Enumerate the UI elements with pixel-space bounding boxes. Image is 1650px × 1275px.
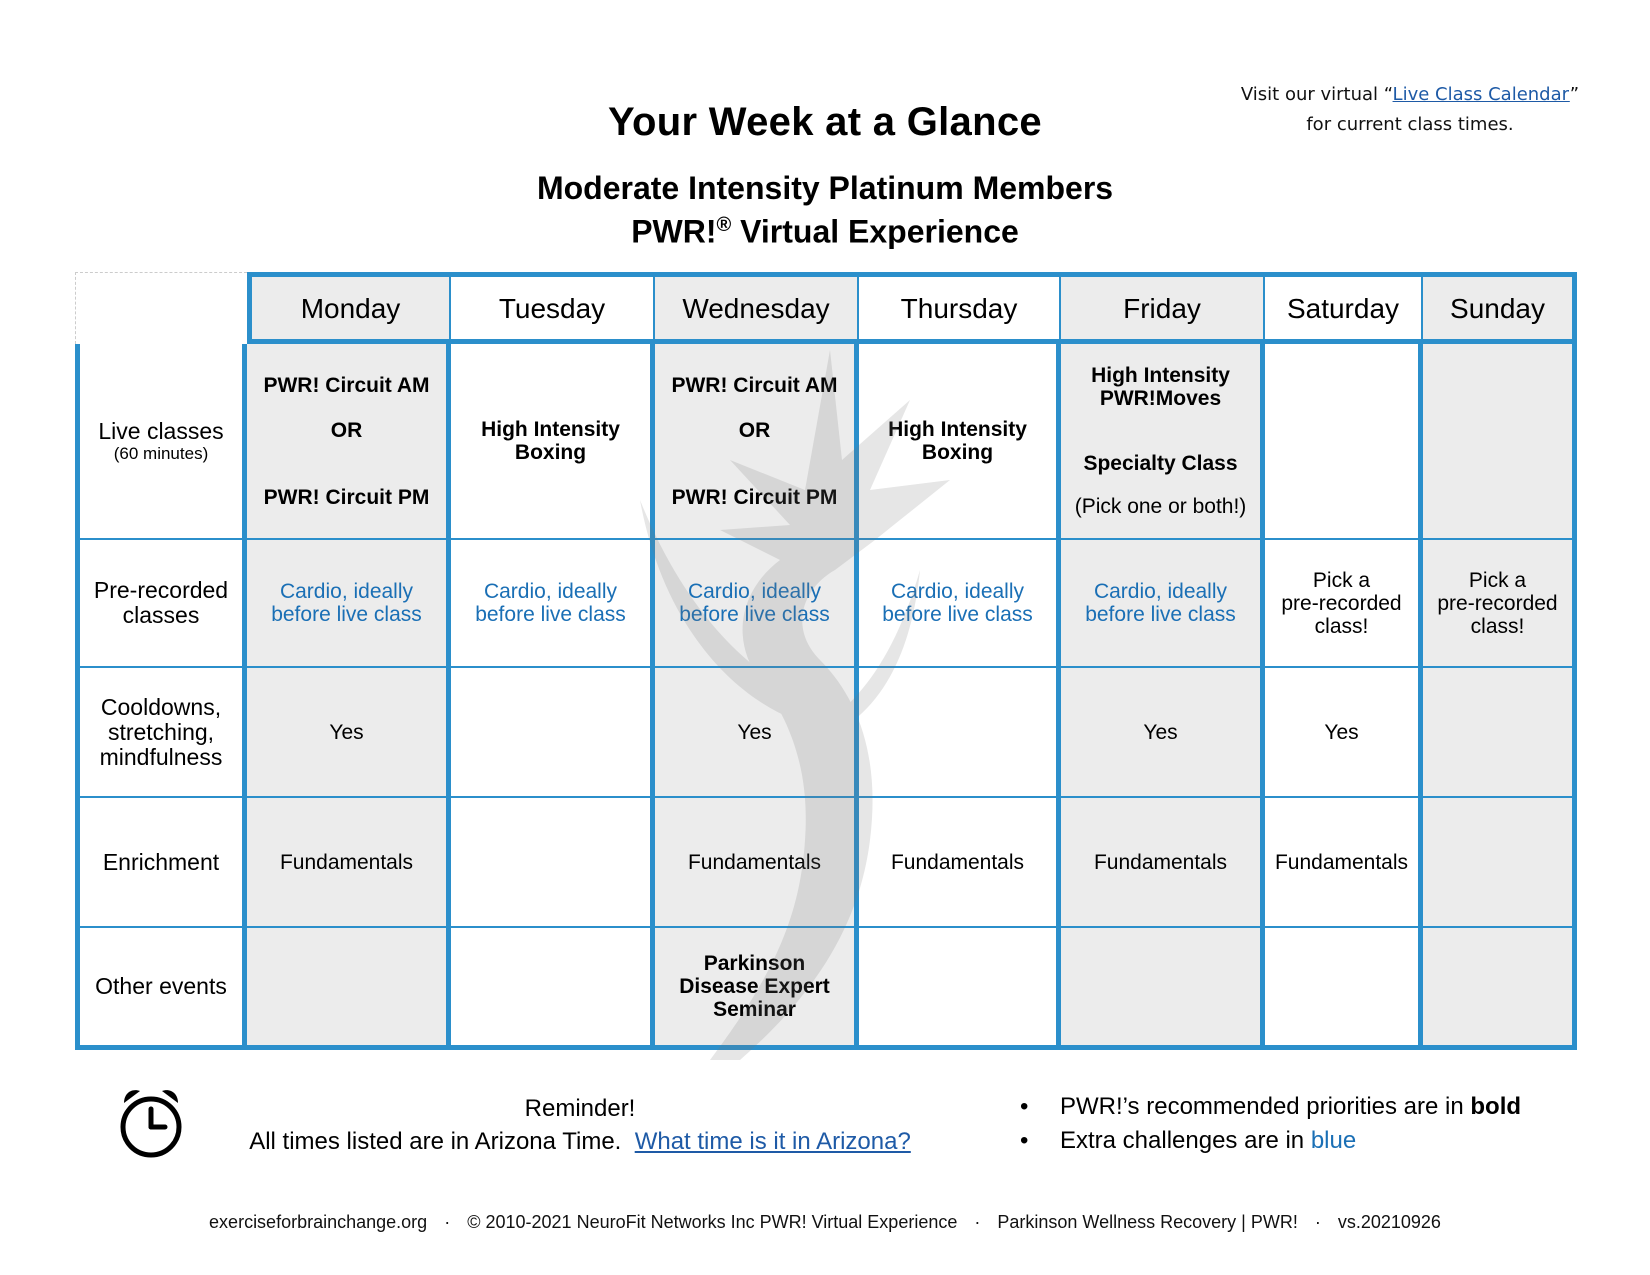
- prerec-text: before live class: [271, 603, 422, 626]
- prerec-pick-text: pre-recorded: [1437, 591, 1558, 615]
- live-mon-2: OR: [330, 418, 363, 442]
- page-footer: [0, 1212, 1650, 1233]
- prerec-pick-text: Pick a: [1468, 568, 1527, 592]
- cell-prerec-monday: [247, 540, 451, 668]
- header-wednesday: Wednesday: [655, 272, 859, 344]
- prerec-label-1: Pre-recorded: [93, 577, 229, 603]
- cell-enrich-friday: Fundamentals: [1061, 798, 1265, 928]
- prerec-text: before live class: [882, 603, 1033, 626]
- other-wed-2: Disease Expert: [679, 975, 830, 998]
- live-fri-1: High Intensity: [1091, 364, 1230, 387]
- cell-cool-thursday: [859, 668, 1061, 798]
- weekly-schedule-table: [75, 272, 1577, 1050]
- cool-label-2: stretching,: [107, 718, 215, 745]
- cell-other-friday: [1061, 928, 1265, 1050]
- footer-separator: ·: [444, 1212, 451, 1232]
- footer-separator: ·: [1314, 1212, 1321, 1232]
- cell-enrich-saturday: Fundamentals: [1265, 798, 1423, 928]
- registered-mark: ®: [716, 214, 732, 236]
- cell-prerec-thursday: [859, 540, 1061, 668]
- subtitle-virtual-experience: Virtual Experience: [731, 213, 1019, 250]
- prerec-text: Cardio, ideally: [687, 580, 822, 603]
- cell-other-tuesday: [451, 928, 655, 1050]
- legend-item-bold: [1020, 1090, 1521, 1124]
- other-wed-3: Seminar: [713, 998, 796, 1021]
- prerec-text: Cardio, ideally: [279, 580, 414, 603]
- cell-other-saturday: [1265, 928, 1423, 1050]
- header-saturday: Saturday: [1265, 272, 1423, 344]
- footer-separator: ·: [974, 1212, 981, 1232]
- prerec-pick-text: Pick a: [1312, 568, 1371, 592]
- live-wed-1: PWR! Circuit AM: [671, 373, 838, 397]
- cell-prerec-friday: [1061, 540, 1265, 668]
- cell-other-wednesday: [655, 928, 859, 1050]
- visit-note: [1200, 80, 1620, 140]
- page-title: Your Week at a Glance: [608, 100, 1042, 144]
- cell-other-monday: [247, 928, 451, 1050]
- legend-list: [1020, 1090, 1521, 1158]
- live-sublabel: (60 minutes): [113, 443, 209, 463]
- cell-live-tuesday: [451, 344, 655, 540]
- live-mon-1: PWR! Circuit AM: [263, 373, 430, 397]
- footer-version: vs.20210926: [1337, 1212, 1441, 1232]
- cell-enrich-monday: Fundamentals: [247, 798, 451, 928]
- cell-cool-sunday: [1423, 668, 1577, 798]
- live-tue-2: Boxing: [514, 441, 587, 464]
- live-fri-2: PWR!Moves: [1099, 387, 1222, 410]
- bullet-icon: •: [1020, 1127, 1029, 1154]
- subtitle-line2: [0, 207, 1650, 251]
- cell-other-sunday: [1423, 928, 1577, 1050]
- cell-prerec-saturday: [1265, 540, 1423, 668]
- legend-text: PWR!’s recommended priorities are in: [1060, 1093, 1464, 1120]
- cell-live-wednesday: [655, 344, 859, 540]
- live-thu-2: Boxing: [921, 441, 994, 464]
- other-wed-1: Parkinson: [703, 952, 806, 975]
- header-monday: Monday: [247, 272, 451, 344]
- cool-label-3: mindfulness: [99, 743, 223, 770]
- row-label-other-events: Other events: [75, 928, 247, 1050]
- live-wed-3: PWR! Circuit PM: [671, 485, 838, 509]
- cell-live-saturday: [1265, 344, 1423, 540]
- live-wed-2: OR: [738, 418, 771, 442]
- footer-org: Parkinson Wellness Recovery | PWR!: [997, 1212, 1298, 1232]
- cell-cool-friday: Yes: [1061, 668, 1265, 798]
- cell-cool-tuesday: [451, 668, 655, 798]
- cool-label-1: Cooldowns,: [100, 693, 222, 720]
- header-tuesday: Tuesday: [451, 272, 655, 344]
- prerec-pick-text: class!: [1470, 614, 1525, 638]
- legend-blue-word: blue: [1310, 1127, 1357, 1154]
- prerec-label-2: classes: [122, 602, 200, 628]
- cell-cool-saturday: Yes: [1265, 668, 1423, 798]
- visit-prefix: Visit our virtual “: [1240, 84, 1393, 105]
- visit-suffix: ”: [1569, 84, 1580, 105]
- cell-other-thursday: [859, 928, 1061, 1050]
- cell-live-friday: [1061, 344, 1265, 540]
- cell-live-monday: [247, 344, 451, 540]
- cell-cool-monday: Yes: [247, 668, 451, 798]
- live-fri-4: (Pick one or both!): [1074, 495, 1247, 518]
- footer-copyright: © 2010-2021 NeuroFit Networks Inc PWR! Virtual Experience: [467, 1212, 958, 1232]
- arizona-time-link[interactable]: What time is it in Arizona?: [634, 1128, 911, 1155]
- cell-enrich-tuesday: [451, 798, 655, 928]
- live-label: Live classes: [98, 417, 224, 444]
- prerec-pick-text: pre-recorded: [1281, 591, 1402, 615]
- header-sunday: Sunday: [1423, 272, 1577, 344]
- cell-live-sunday: [1423, 344, 1577, 540]
- cell-live-thursday: [859, 344, 1061, 540]
- cell-cool-wednesday: Yes: [655, 668, 859, 798]
- cell-enrich-wednesday: Fundamentals: [655, 798, 859, 928]
- prerec-text: before live class: [679, 603, 830, 626]
- live-thu-1: High Intensity: [888, 418, 1027, 441]
- prerec-pick-text: class!: [1314, 614, 1369, 638]
- alarm-clock-icon: [118, 1085, 184, 1159]
- reminder-heading: Reminder!: [524, 1095, 636, 1122]
- live-fri-3: Specialty Class: [1083, 452, 1238, 475]
- legend-bold-word: bold: [1470, 1093, 1522, 1120]
- bullet-icon: •: [1020, 1093, 1029, 1120]
- row-label-live-classes: [75, 344, 247, 540]
- prerec-text: before live class: [475, 603, 626, 626]
- live-tue-1: High Intensity: [481, 418, 620, 441]
- row-label-enrichment: Enrichment: [75, 798, 247, 928]
- row-label-cooldowns: [75, 668, 247, 798]
- live-mon-3: PWR! Circuit PM: [263, 485, 430, 509]
- footer-site: exerciseforbrainchange.org: [209, 1212, 428, 1232]
- header-thursday: Thursday: [859, 272, 1061, 344]
- legend-text: Extra challenges are in: [1060, 1127, 1305, 1154]
- reminder-block: [200, 1092, 960, 1158]
- reminder-text: All times listed are in Arizona Time.: [249, 1128, 622, 1155]
- subtitle-line1: Moderate Intensity Platinum Members: [536, 170, 1114, 206]
- cell-enrich-thursday: Fundamentals: [859, 798, 1061, 928]
- cell-prerec-tuesday: [451, 540, 655, 668]
- prerec-text: before live class: [1085, 603, 1236, 626]
- prerec-text: Cardio, ideally: [1093, 580, 1228, 603]
- visit-line2: for current class times.: [1306, 114, 1514, 135]
- cell-prerec-sunday: [1423, 540, 1577, 668]
- row-label-pre-recorded: [75, 540, 247, 668]
- legend-item-blue: [1020, 1124, 1521, 1158]
- subtitle-pwr: PWR!: [631, 213, 717, 250]
- reminder-line: [200, 1125, 960, 1158]
- cell-enrich-sunday: [1423, 798, 1577, 928]
- prerec-text: Cardio, ideally: [483, 580, 618, 603]
- header-friday: Friday: [1061, 272, 1265, 344]
- live-class-calendar-link[interactable]: Live Class Calendar: [1392, 84, 1570, 105]
- table-corner: [75, 272, 247, 344]
- page-subtitle: [0, 170, 1650, 251]
- cell-prerec-wednesday: [655, 540, 859, 668]
- prerec-text: Cardio, ideally: [890, 580, 1025, 603]
